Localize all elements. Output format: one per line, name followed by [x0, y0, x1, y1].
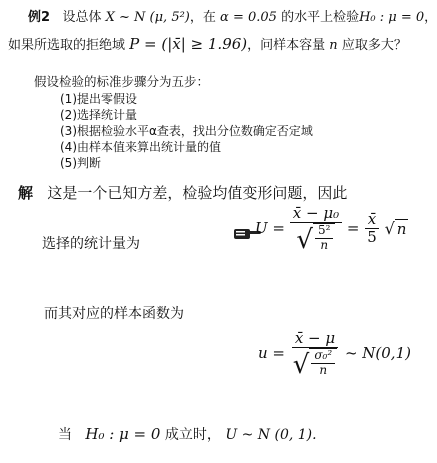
formula1-equals: = — [346, 218, 360, 237]
rejection-region: P = (|x̄| ≥ 1.96) — [129, 35, 248, 53]
step-item: (4)由样本值来算出统计量的值 — [60, 140, 221, 154]
steps-title: 假设检验的标准步骤分为五步： — [34, 74, 210, 89]
formula2-denominator — [290, 348, 340, 378]
formula2-fraction — [290, 330, 340, 378]
formula1-fraction — [290, 205, 342, 253]
step-item: (1)提出零假设 — [60, 92, 137, 106]
test-statistic-formula — [255, 205, 408, 253]
conclusion-hypothesis: H₀ : μ = 0 — [85, 425, 161, 443]
problem-text-3: 的水平上检验 — [281, 10, 360, 25]
problem-text-4: ， — [424, 10, 437, 25]
formula1-radicand — [313, 223, 335, 253]
formula2-sqrt — [293, 348, 337, 378]
formula1-numerator-2: x̄ — [365, 211, 379, 229]
formula1-radicand-den: n — [320, 238, 329, 253]
formula1-denominator-2: 5 — [367, 228, 377, 247]
step-item: (2)选择统计量 — [60, 108, 137, 122]
formula2-radicand-den: n — [319, 363, 328, 378]
null-hypothesis: H₀ : μ = 0 — [359, 10, 425, 25]
formula1-sqrt — [296, 223, 335, 253]
problem-text-1: 设总体 — [62, 10, 102, 25]
problem-label: 例2 — [28, 10, 51, 25]
formula2-lhs: u = — [258, 343, 285, 362]
formula1-sqrt-n — [385, 219, 409, 238]
problem-line2-text-2: ，问样本容量 — [247, 38, 326, 53]
formula2-radicand — [309, 348, 337, 378]
conclusion-distribution: U ~ N (0, 1). — [225, 427, 317, 443]
population-distribution: X ~ N (μ, 5²) — [105, 10, 190, 25]
formula2-radicand-num: σ₀² — [311, 349, 335, 364]
solution-label: 解 — [18, 184, 34, 202]
problem-line2-text-3: 应取多大？ — [341, 38, 407, 53]
formula1-numerator: x̄ − μ₀ — [290, 205, 342, 223]
radical-sign-small: √ — [384, 219, 395, 239]
solution-line — [18, 182, 347, 203]
problem-text-2: ，在 — [189, 10, 216, 25]
problem-line-1 — [28, 6, 437, 25]
solution-text: 这是一个已知方差，检验均值变形问题，因此 — [47, 184, 348, 202]
formula1-radicand-num: 5² — [315, 224, 333, 239]
radical-sign: √ — [292, 349, 310, 380]
conclusion-mid: 成立时， — [164, 427, 221, 443]
step-item: (3)根据检验水平α查表，找出分位数确定否定域 — [60, 124, 313, 138]
conclusion-prefix: 当 — [58, 427, 72, 443]
conclusion-line — [58, 424, 317, 444]
radical-sign: √ — [296, 224, 313, 255]
formula1-fraction-2 — [364, 211, 380, 247]
sample-size-symbol: n — [329, 38, 338, 53]
formula2-rhs: ~ N(0,1) — [344, 343, 411, 362]
sample-function-formula — [258, 330, 411, 378]
formula2-numerator: x̄ − μ — [292, 330, 338, 348]
sample-function-label: 而其对应的样本函数为 — [44, 306, 184, 322]
statistic-label: 选择的统计量为 — [42, 236, 140, 252]
problem-line2-text-1: 如果所选取的拒绝域 — [8, 38, 126, 53]
formula1-lhs: U = — [255, 218, 285, 237]
problem-line-2 — [8, 34, 407, 53]
formula1-denominator — [293, 223, 338, 253]
alpha-value: α = 0.05 — [220, 10, 277, 25]
formula1-sqrt-n-value: n — [396, 220, 407, 239]
step-item: (5)判断 — [60, 156, 101, 170]
